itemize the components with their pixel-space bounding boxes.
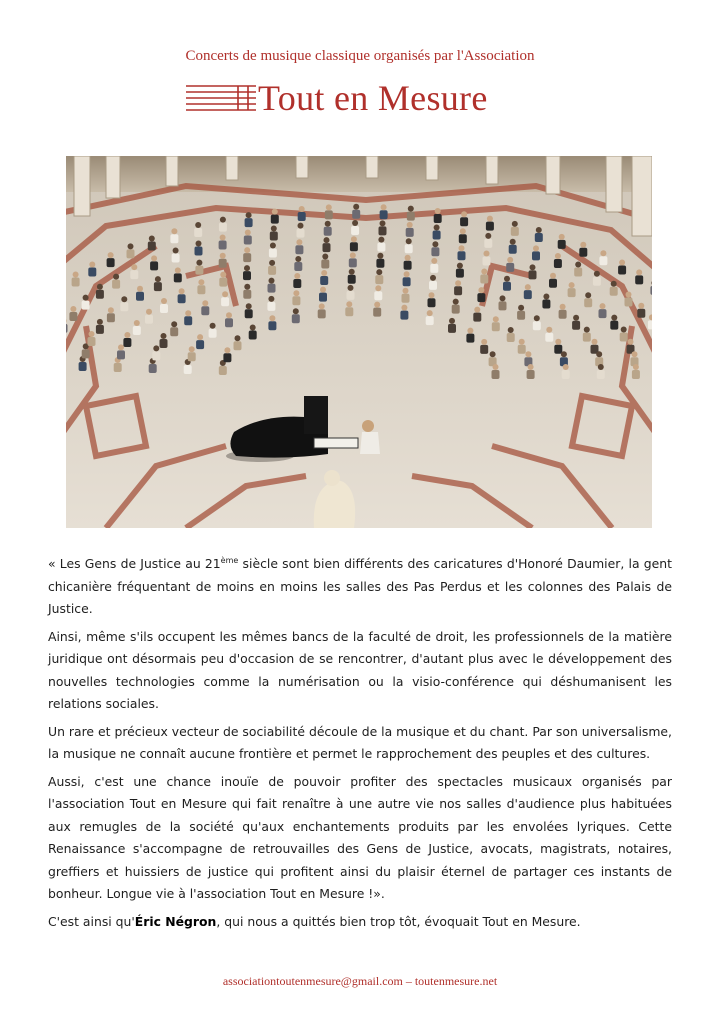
logo-wordmark: Tout en Mesure — [258, 78, 488, 118]
paragraph-5: C'est ainsi qu'Éric Négron, qui nous a quittés bien trop tôt, évoquait Tout en Mesure. — [48, 913, 581, 929]
author-name: Éric Négron — [134, 913, 217, 929]
footer-contact[interactable]: associationtoutenmesure@gmail.com – toutenmesure.net — [222, 974, 498, 988]
article-body — [48, 553, 672, 938]
paragraph-2: Ainsi, même s'ils occupent les mêmes bancs de la faculté de droit, les professionnels de la matière juridique ont désormais peu d'occasion de se rencontrer, d'autant plus avec le développement des nouvelles technologies comme la numérisation ou la visio-conférence qui déshumanisent les relations sociales. — [48, 628, 672, 711]
paragraph-3: Un rare et précieux vecteur de sociabilité découle de la musique et du chant. Par son universalisme, la musique ne connaît aucune frontière et permet le rapprochement des peuples et des cultures. — [48, 723, 672, 761]
association-logo — [186, 78, 546, 118]
music-staff-icon — [186, 82, 256, 114]
header-tagline: Concerts de musique classique organisés par l'Association — [185, 48, 535, 64]
concert-hall-photo — [66, 156, 652, 528]
paragraph-1: « Les Gens de Justice au 21ème siècle sont bien différents des caricatures d'Honoré Daumier, la gent chicanière fréquentant de moins en moins les salles des Pas Perdus et les colonnes des Palais de Justice. — [48, 555, 672, 616]
paragraph-4: Aussi, c'est une chance inouïe de pouvoir profiter des spectacles musicaux organisés par l'association Tout en Mesure qui fait renaître à une autre vie nos salles d'audience plus habituées aux remugles de la société qu'aux enchantements produits par les envolées lyriques. Cette Renaissance s'accompagne de retrouvailles des Gens de Justice, avocats, magistrats, notaires, greffiers et huissiers de justice qui profitent ainsi du plaisir éternel de partager ces instants de bonheur. Longue vie à l'association Tout en Mesure !». — [48, 773, 672, 901]
